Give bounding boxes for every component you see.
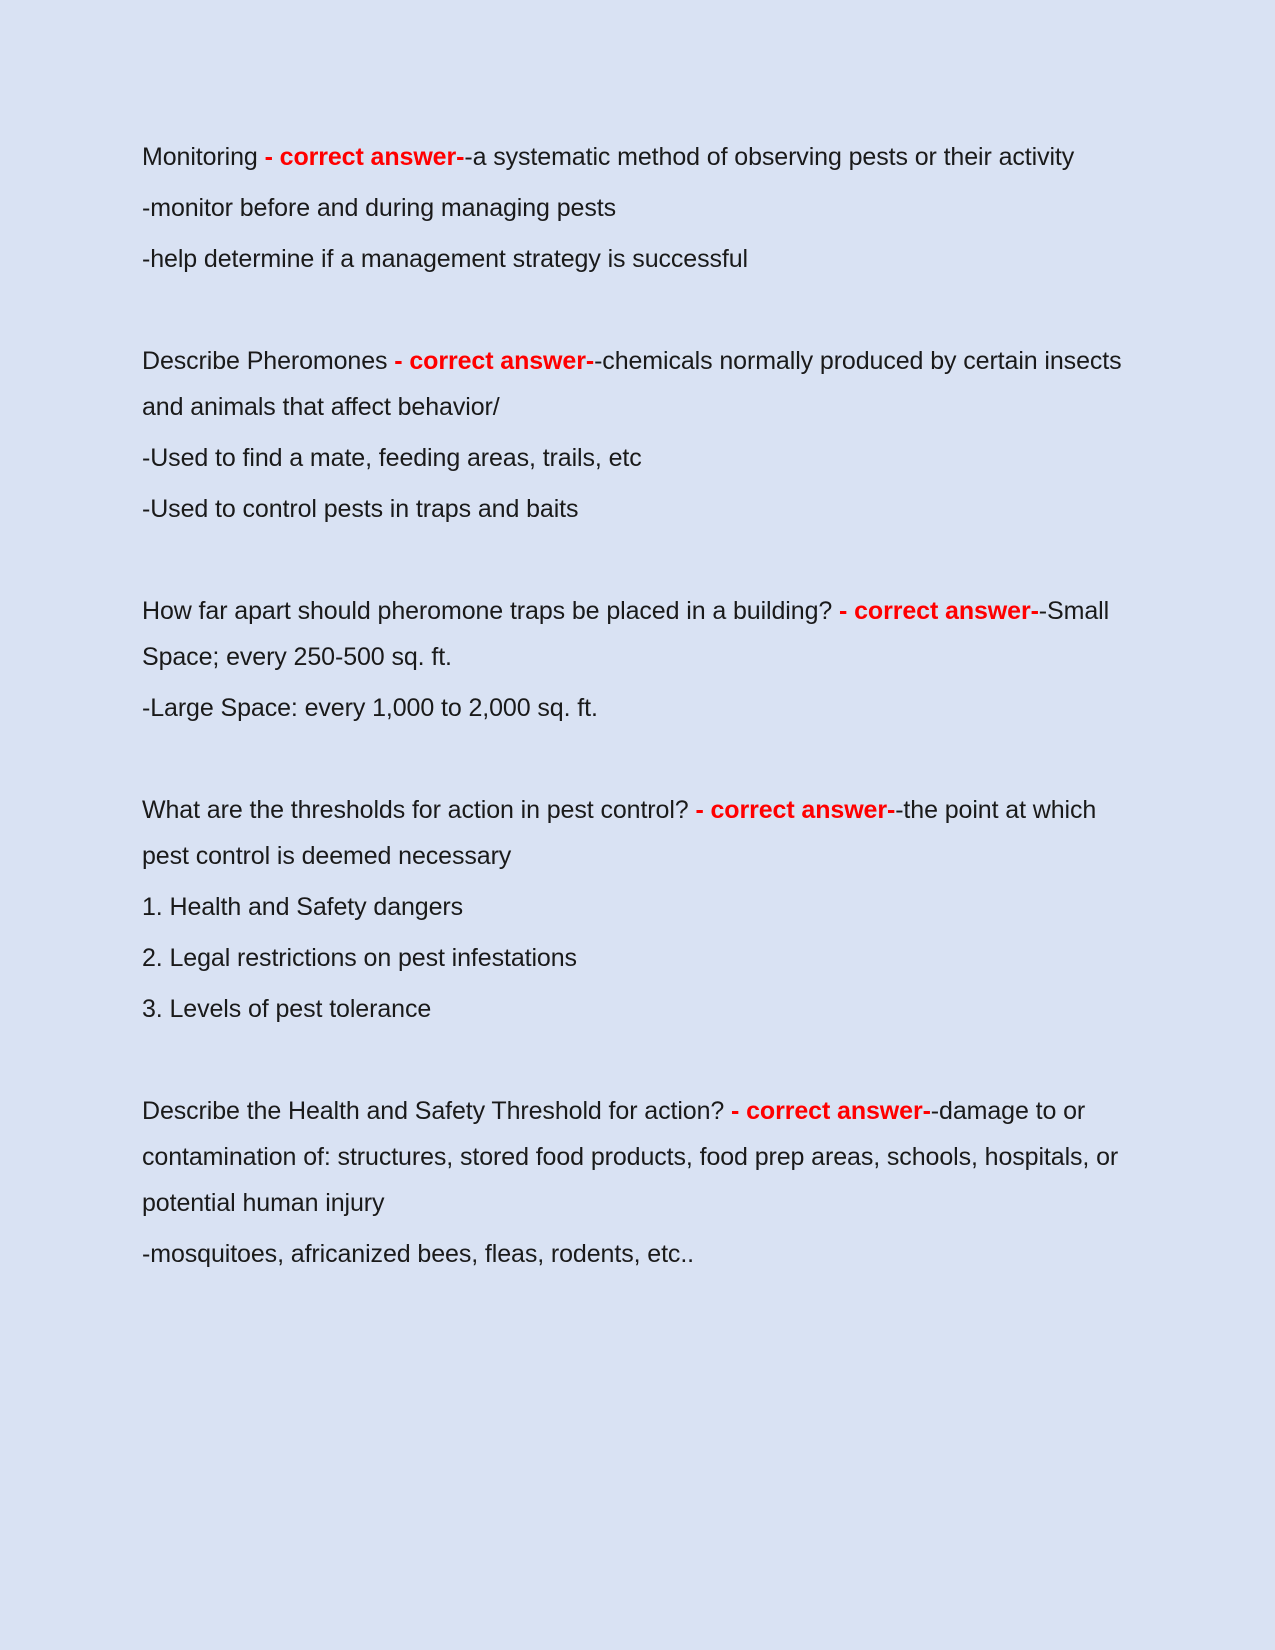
paragraph bbox=[142, 1231, 1147, 1277]
paragraph bbox=[142, 435, 1147, 481]
document-content bbox=[142, 134, 1147, 1277]
body-text: -Large Space: every 1,000 to 2,000 sq. ft. bbox=[142, 694, 598, 722]
body-text: Describe the Health and Safety Threshold for action? bbox=[142, 1097, 732, 1125]
correct-answer-marker: - correct answer- bbox=[839, 597, 1039, 625]
paragraph bbox=[142, 486, 1147, 532]
correct-answer-marker: - correct answer- bbox=[731, 1097, 931, 1125]
paragraph bbox=[142, 134, 1147, 180]
paragraph bbox=[142, 1088, 1147, 1226]
paragraph bbox=[142, 986, 1147, 1032]
body-text: -Used to find a mate, feeding areas, trails, etc bbox=[142, 444, 642, 472]
paragraph bbox=[142, 588, 1147, 680]
correct-answer-marker: - correct answer- bbox=[695, 796, 896, 824]
body-text: -Used to control pests in traps and baits bbox=[142, 495, 579, 523]
body-text: -damage to or contamination of: structures, stored food products, food prep areas, schools, hospitals, or potential human injury bbox=[142, 1097, 1119, 1217]
paragraph bbox=[142, 884, 1147, 930]
body-text: Describe Pheromones bbox=[142, 347, 395, 375]
body-text: -a systematic method of observing pests or their activity bbox=[464, 143, 1075, 171]
paragraph bbox=[142, 185, 1147, 231]
correct-answer-marker: - correct answer- bbox=[264, 143, 465, 171]
body-text: 2. Legal restrictions on pest infestations bbox=[142, 944, 577, 972]
body-text: What are the thresholds for action in pest control? bbox=[142, 796, 696, 824]
body-text: -Small Space; every 250-500 sq. ft. bbox=[142, 597, 1110, 671]
body-text: -mosquitoes, africanized bees, fleas, rodents, etc.. bbox=[142, 1240, 695, 1268]
body-text: -the point at which pest control is deemed necessary bbox=[142, 796, 1097, 870]
body-text: -help determine if a management strategy is successful bbox=[142, 245, 749, 273]
paragraph bbox=[142, 338, 1147, 430]
paragraph bbox=[142, 236, 1147, 282]
body-text: -chemicals normally produced by certain insects and animals that affect behavior/ bbox=[142, 347, 1122, 421]
correct-answer-marker: - correct answer- bbox=[394, 347, 595, 375]
body-text: 1. Health and Safety dangers bbox=[142, 893, 464, 921]
body-text: -monitor before and during managing pests bbox=[142, 194, 616, 222]
paragraph bbox=[142, 935, 1147, 981]
body-text: 3. Levels of pest tolerance bbox=[142, 995, 432, 1023]
body-text: Monitoring bbox=[142, 143, 265, 171]
paragraph bbox=[142, 685, 1147, 731]
body-text: How far apart should pheromone traps be placed in a building? bbox=[142, 597, 840, 625]
paragraph bbox=[142, 787, 1147, 879]
